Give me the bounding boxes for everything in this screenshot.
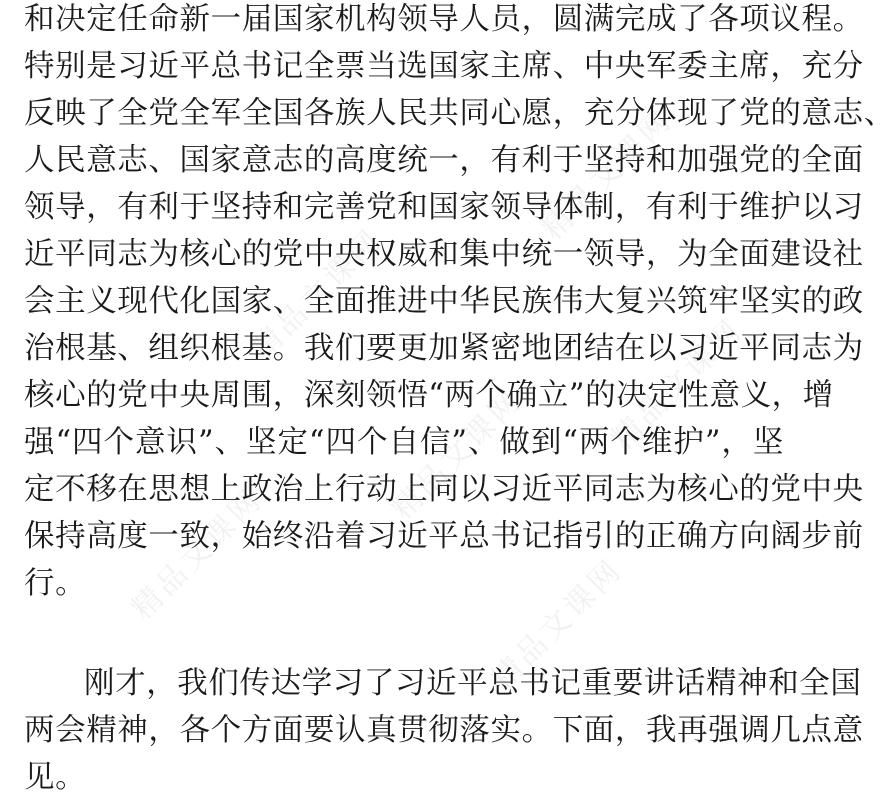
text-line: 近平同志为核心的党中央权威和集中统一领导，为全面建设社 — [24, 237, 864, 272]
text-line: 行。 — [24, 566, 87, 601]
text-line: 领导，有利于坚持和完善党和国家领导体制，有利于维护以习 — [24, 190, 864, 225]
text-line: 核心的党中央周围，深刻领悟“两个确立”的决定性意义，增 — [24, 378, 834, 413]
text-line: 强“四个意识”、坚定“四个自信”、做到“两个维护”，坚 — [24, 425, 784, 460]
text-line: 见。 — [24, 760, 87, 795]
text-line: 特别是习近平总书记全票当选国家主席、中央军委主席，充分 — [24, 49, 864, 84]
text-line: 保持高度一致，始终沿着习近平总书记指引的正确方向阔步前 — [24, 519, 864, 554]
watermark: 精品文课网 — [384, 381, 530, 527]
text-line: 和决定任命新一届国家机构领导人员，圆满完成了各项议程。 — [24, 2, 864, 37]
watermark: 精品文课网 — [534, 101, 680, 247]
watermark: 精品文课网 — [484, 551, 630, 697]
paragraph-first-line: 刚才，我们传达学习了习近平总书记重要讲话精神和全国 — [84, 666, 862, 701]
watermark: 精品文课网 — [604, 311, 750, 457]
watermark: 精品文课网 — [244, 221, 390, 367]
text-line: 人民意志、国家意志的高度统一，有利于坚持和加强党的全面 — [24, 143, 864, 178]
text-line: 会主义现代化国家、全面推进中华民族伟大复兴筑牢坚实的政 — [24, 284, 864, 319]
text-line: 反映了全党全军全国各族人民共同心愿，充分体现了党的意志、 — [24, 96, 895, 131]
text-line: 两会精神，各个方面要认真贯彻落实。下面，我再强调几点意 — [24, 713, 864, 748]
text-line: 治根基、组织根基。我们要更加紧密地团结在以习近平同志为 — [24, 331, 864, 366]
watermark: 精品文课网 — [124, 481, 270, 627]
text-line: 定不移在思想上政治上行动上同以习近平同志为核心的党中央 — [24, 472, 864, 507]
